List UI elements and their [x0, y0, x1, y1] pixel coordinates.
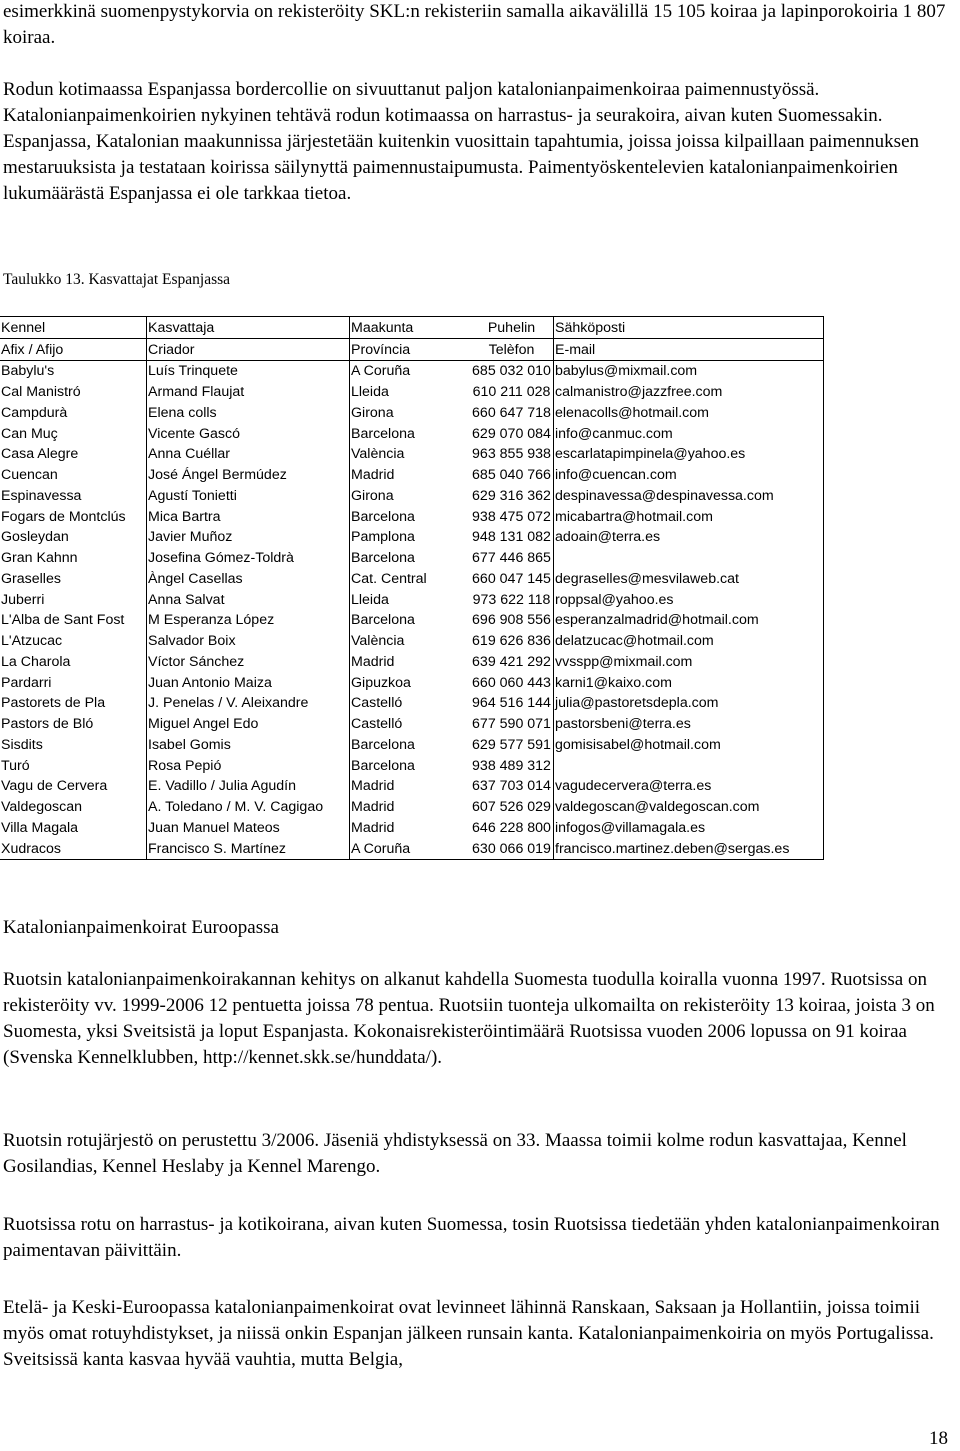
kennel-cell: Cuencan — [1, 467, 58, 483]
phone-cell: 660 047 145 — [472, 570, 551, 587]
table-row — [0, 568, 824, 589]
phone-cell: 938 489 312 — [472, 757, 551, 774]
email-cell: escarlatapimpinela@yahoo.es — [554, 444, 824, 465]
province-cell: Madrid — [350, 776, 470, 797]
phone-cell: 677 590 071 — [472, 716, 551, 732]
phone-cell: 685 040 766 — [472, 467, 551, 483]
breeder-cell: José Ángel Bermúdez — [147, 464, 350, 485]
kennel-cell: Babylu's — [1, 363, 55, 380]
province-cell: Barcelona — [350, 506, 470, 527]
email-cell: karni1@kaixo.com — [554, 672, 824, 693]
breeder-cell: Juan Antonio Maiza — [147, 672, 350, 693]
table-header-row — [0, 317, 824, 339]
province-cell: Barcelona — [350, 610, 470, 631]
province-cell: Madrid — [350, 651, 470, 672]
page-number: 18 — [929, 1428, 948, 1449]
email-cell: calmanistro@jazzfree.com — [554, 381, 824, 402]
phone-cell: 619 626 836 — [472, 633, 551, 649]
breeder-cell: E. Vadillo / Julia Agudín — [147, 776, 350, 797]
kennel-cell: Gosleydan — [1, 529, 69, 546]
province-cell: València — [350, 630, 470, 651]
sweden-paragraph-2: Ruotsin rotujärjestö on perustettu 3/2006. Jäseniä yhdistyksessä on 33. Maassa toimii kolme rodun kasvattajaa, Kennel Gosilandias, Kennel Heslaby ja Kennel Marengo. — [3, 1130, 907, 1177]
europe-paragraph: Etelä- ja Keski-Euroopassa katalonianpaimenkoirat ovat levinneet lähinnä Ranskaan, Saksaan ja Hollantiin, joissa toimii myös omat rotuyhdistykset, ja niissä onkin Espanjan jälkeen runsain kanta. Katalonianpaimenkoiria on myös Portugalissa. Sveitsissä kanta kasvaa hyvää vauhtia, mutta Belgia, — [3, 1297, 934, 1370]
kennel-cell: L'Alba de Sant Fost — [1, 612, 125, 629]
table-row — [0, 381, 824, 402]
email-cell: valdegoscan@valdegoscan.com — [554, 796, 824, 817]
email-cell: esperanzalmadrid@hotmail.com — [554, 610, 824, 631]
phone-cell: 630 066 019 — [469, 838, 554, 859]
email-cell: Sähköposti — [554, 317, 824, 339]
table-row — [0, 423, 824, 444]
province-cell: Barcelona — [350, 755, 470, 776]
phone-cell: 629 577 591 — [472, 736, 551, 753]
kennel-cell: Kennel — [0, 317, 147, 339]
kennel-cell: Turó — [1, 757, 30, 774]
breeder-cell: Anna Salvat — [147, 589, 350, 610]
phone-cell: 607 526 029 — [472, 799, 551, 815]
breeder-cell: Isabel Gomis — [147, 734, 350, 755]
province-cell: Cat. Central — [350, 568, 470, 589]
table-row — [0, 589, 824, 610]
kennel-cell: Juberri — [1, 591, 45, 608]
table-row — [0, 630, 824, 651]
kennel-cell: Valdegoscan — [1, 799, 82, 815]
province-cell: Maakunta — [350, 317, 470, 339]
phone-cell: Puhelin — [469, 317, 554, 339]
email-cell: babylus@mixmail.com — [554, 360, 824, 381]
phone-cell: 646 228 800 — [472, 819, 551, 836]
breeder-cell: Javier Muñoz — [147, 527, 350, 548]
province-cell: Lleida — [350, 381, 470, 402]
province-cell: Castelló — [350, 713, 470, 734]
kennel-cell: Vagu de Cervera — [1, 778, 108, 795]
province-cell: Castelló — [350, 693, 470, 714]
kennel-cell: Cal Manistró — [1, 384, 81, 400]
province-cell: Madrid — [350, 464, 470, 485]
breeder-cell: Vicente Gascó — [147, 423, 350, 444]
breeder-cell: Juan Manuel Mateos — [147, 817, 350, 838]
table-row — [0, 527, 824, 548]
province-cell: Madrid — [350, 796, 470, 817]
table-row — [0, 506, 824, 527]
kennel-cell: Casa Alegre — [1, 446, 79, 463]
email-cell: pastorsbeni@terra.es — [554, 713, 824, 734]
province-cell: Barcelona — [350, 423, 470, 444]
table-row — [0, 734, 824, 755]
email-cell: roppsal@yahoo.es — [554, 589, 824, 610]
email-cell: despinavessa@despinavessa.com — [554, 485, 824, 506]
breeder-cell: Luís Trinquete — [147, 360, 350, 381]
email-cell: vagudecervera@terra.es — [554, 776, 824, 797]
kennel-cell: Can Muç — [1, 425, 58, 442]
kennel-cell: Xudracos — [0, 838, 147, 859]
province-cell: Barcelona — [350, 547, 470, 568]
breeder-cell: Criador — [147, 338, 350, 360]
province-cell: Girona — [350, 485, 470, 506]
table-row — [0, 796, 824, 817]
table-row — [0, 651, 824, 672]
email-cell: info@canmuc.com — [554, 423, 824, 444]
table-row — [0, 693, 824, 714]
email-cell: E-mail — [554, 338, 824, 360]
kennel-cell: Espinavessa — [1, 487, 82, 504]
province-cell: Lleida — [350, 589, 470, 610]
breeder-cell: Anna Cuéllar — [147, 444, 350, 465]
province-cell: València — [350, 444, 470, 465]
breeder-cell: Àngel Casellas — [147, 568, 350, 589]
kennel-cell: Pardarri — [1, 674, 52, 691]
table-row — [0, 672, 824, 693]
email-cell: julia@pastoretsdepla.com — [554, 693, 824, 714]
province-cell: Gipuzkoa — [350, 672, 470, 693]
phone-cell: 629 070 084 — [472, 425, 551, 442]
province-cell: Barcelona — [350, 734, 470, 755]
phone-cell: 964 516 144 — [472, 695, 551, 712]
table-caption: Taulukko 13. Kasvattajat Espanjassa — [3, 271, 231, 288]
phone-cell: 639 421 292 — [472, 653, 551, 670]
province-cell: Madrid — [350, 817, 470, 838]
phone-cell: 963 855 938 — [472, 446, 551, 463]
phone-cell: 629 316 362 — [472, 487, 551, 504]
breeder-cell: Mica Bartra — [147, 506, 350, 527]
kennel-cell: La Charola — [1, 653, 71, 670]
phone-cell: Telèfon — [469, 338, 554, 360]
breeder-cell: M Esperanza López — [147, 610, 350, 631]
breeders-table — [0, 316, 824, 860]
province-cell: Girona — [350, 402, 470, 423]
section-heading: Katalonianpaimenkoirat Euroopassa — [3, 917, 279, 938]
email-cell — [554, 547, 824, 568]
table-row — [0, 713, 824, 734]
email-cell: degraselles@mesvilaweb.cat — [554, 568, 824, 589]
kennel-cell: Pastorets de Pla — [1, 695, 106, 712]
email-cell: gomisisabel@hotmail.com — [554, 734, 824, 755]
table-row — [0, 838, 824, 859]
spain-paragraph: Rodun kotimaassa Espanjassa bordercollie on sivuuttanut paljon katalonianpaimenkoiraa paimennustyössä. Katalonianpaimenkoirien nykyinen tehtävä rodun kotimaassa on harrastus- ja seurakoira, aivan kuten Suomessakin. Espanjassa, Katalonian maakunnissa järjestetään kuitenkin vuosittain tapahtumia, joissa joissa kilpaillaan paimennuksen mestaruuksista ja testataan koirissa säilynyttä paimennustaipumusta. Paimentyöskentelevien katalonianpaimenkoirien lukumäärästä Espanjassa ei ole tarkkaa tietoa. — [3, 79, 919, 204]
phone-cell: 948 131 082 — [472, 529, 551, 546]
kennel-cell: Afix / Afijo — [0, 338, 147, 360]
intro-paragraph: esimerkkinä suomenpystykorvia on rekisteröity SKL:n rekisteriin samalla aikavälillä 15 105 koiraa ja lapinporokoiria 1 807 koiraa. — [3, 1, 946, 48]
table-row — [0, 776, 824, 797]
table-row — [0, 464, 824, 485]
breeder-cell: Víctor Sánchez — [147, 651, 350, 672]
email-cell: adoain@terra.es — [554, 527, 824, 548]
breeder-cell: Armand Flaujat — [147, 381, 350, 402]
breeder-cell: A. Toledano / M. V. Cagigao — [147, 796, 350, 817]
kennel-cell: Fogars de Montclús — [1, 508, 126, 525]
breeder-cell: Elena colls — [147, 402, 350, 423]
table-row — [0, 547, 824, 568]
kennel-cell: Villa Magala — [1, 819, 79, 836]
email-cell: infogos@villamagala.es — [554, 817, 824, 838]
table-row — [0, 444, 824, 465]
breeder-cell: Miguel Angel Edo — [147, 713, 350, 734]
email-cell: francisco.martinez.deben@sergas.es — [554, 838, 824, 859]
table-row — [0, 817, 824, 838]
phone-cell: 660 647 718 — [472, 404, 551, 421]
phone-cell: 696 908 556 — [472, 612, 551, 629]
province-cell: A Coruña — [350, 838, 470, 859]
table-row — [0, 402, 824, 423]
phone-cell: 973 622 118 — [472, 591, 551, 608]
email-cell: delatzucac@hotmail.com — [554, 630, 824, 651]
table-row — [0, 755, 824, 776]
email-cell: micabartra@hotmail.com — [554, 506, 824, 527]
phone-cell: 685 032 010 — [472, 363, 551, 380]
sweden-paragraph-1: Ruotsin katalonianpaimenkoirakannan kehitys on alkanut kahdella Suomesta tuodulla koiralla vuonna 1997. Ruotsissa on rekisteröity vv. 1999-2006 12 pentuetta joissa 78 pentua. Ruotsiin tuonteja ulkomailta on rekisteröity 13 koiraa, joista 3 on Suomesta, yksi Sveitsistä ja loput Espanjasta. Kokonaisrekisteröintimäärä Ruotsissa vuoden 2006 lopussa on 91 koiraa (Svenska Kennelklubben, http://kennet.skk.se/hunddata/). — [3, 969, 935, 1068]
table-row — [0, 360, 824, 381]
phone-cell: 677 446 865 — [472, 550, 551, 566]
kennel-cell: L'Atzucac — [1, 633, 63, 649]
email-cell: elenacolls@hotmail.com — [554, 402, 824, 423]
phone-cell: 610 211 028 — [472, 384, 551, 400]
province-cell: Província — [350, 338, 470, 360]
breeder-cell: Kasvattaja — [147, 317, 350, 339]
phone-cell: 660 060 443 — [472, 674, 551, 691]
kennel-cell: Campdurà — [1, 404, 68, 421]
kennel-cell: Pastors de Bló — [1, 716, 94, 732]
email-cell: vvsspp@mixmail.com — [554, 651, 824, 672]
email-cell — [554, 755, 824, 776]
sweden-paragraph-3: Ruotsissa rotu on harrastus- ja kotikoirana, aivan kuten Suomessa, tosin Ruotsissa tiedetään yhden katalonianpaimenkoiran paimentavan päivittäin. — [3, 1214, 940, 1261]
province-cell: Pamplona — [350, 527, 470, 548]
kennel-cell: Sisdits — [1, 736, 43, 753]
phone-cell: 938 475 072 — [472, 508, 551, 525]
table-row — [0, 485, 824, 506]
breeder-cell: Agustí Tonietti — [147, 485, 350, 506]
province-cell: A Coruña — [350, 360, 470, 381]
email-cell: info@cuencan.com — [554, 464, 824, 485]
breeder-cell: Francisco S. Martínez — [147, 838, 350, 859]
phone-cell: 637 703 014 — [472, 778, 551, 795]
table-header-row — [0, 338, 824, 360]
breeder-cell: Josefina Gómez-Toldrà — [147, 547, 350, 568]
breeder-cell: Rosa Pepió — [147, 755, 350, 776]
breeder-cell: J. Penelas / V. Aleixandre — [147, 693, 350, 714]
kennel-cell: Graselles — [1, 570, 61, 587]
kennel-cell: Gran Kahnn — [1, 550, 78, 566]
breeder-cell: Salvador Boix — [147, 630, 350, 651]
table-row — [0, 610, 824, 631]
